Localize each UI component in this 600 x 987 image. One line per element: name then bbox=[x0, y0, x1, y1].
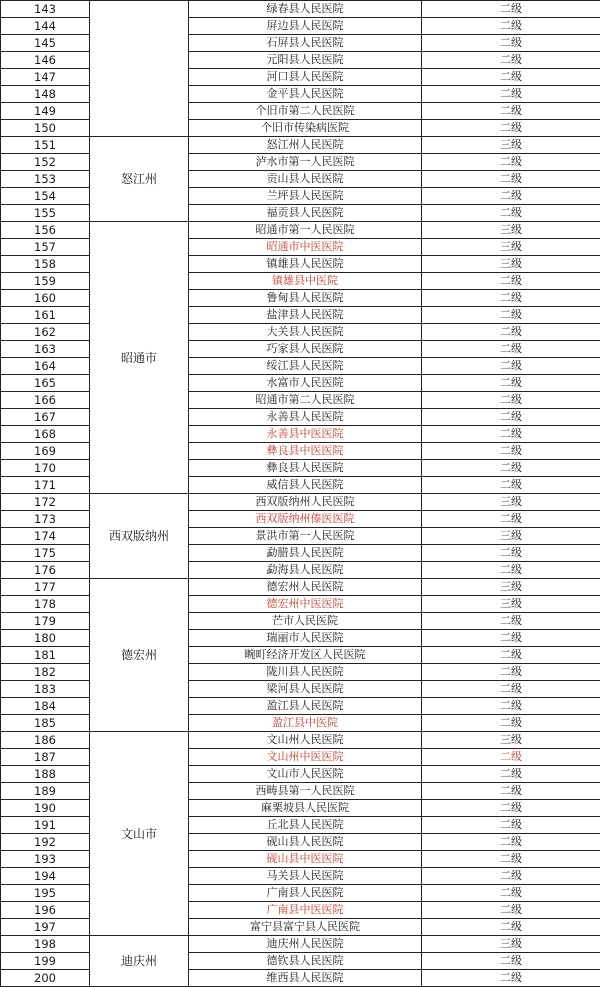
hospital-name: 河口县人民医院 bbox=[189, 69, 422, 86]
row-number: 163 bbox=[1, 341, 90, 358]
row-number: 177 bbox=[1, 579, 90, 596]
hospital-level: 二级 bbox=[422, 953, 600, 970]
hospital-name: 文山市人民医院 bbox=[189, 766, 422, 783]
hospital-level: 二级 bbox=[422, 35, 600, 52]
hospital-name: 西双版纳州人民医院 bbox=[189, 494, 422, 511]
hospital-name: 鲁甸县人民医院 bbox=[189, 290, 422, 307]
row-number: 190 bbox=[1, 800, 90, 817]
row-number: 175 bbox=[1, 545, 90, 562]
hospital-level: 二级 bbox=[422, 613, 600, 630]
row-number: 172 bbox=[1, 494, 90, 511]
hospital-name: 广南县人民医院 bbox=[189, 885, 422, 902]
hospital-level: 三级 bbox=[422, 494, 600, 511]
row-number: 170 bbox=[1, 460, 90, 477]
row-number: 199 bbox=[1, 953, 90, 970]
hospital-level: 二级 bbox=[422, 868, 600, 885]
hospital-level: 三级 bbox=[422, 137, 600, 154]
hospital-level: 二级 bbox=[422, 681, 600, 698]
hospital-level: 二级 bbox=[422, 647, 600, 664]
row-number: 153 bbox=[1, 171, 90, 188]
row-number: 156 bbox=[1, 222, 90, 239]
hospital-level: 二级 bbox=[422, 477, 600, 494]
hospital-name: 盐津县人民医院 bbox=[189, 307, 422, 324]
hospital-name: 镇雄县人民医院 bbox=[189, 256, 422, 273]
row-number: 159 bbox=[1, 273, 90, 290]
hospital-name: 昭通市中医医院 bbox=[189, 239, 422, 256]
row-number: 166 bbox=[1, 392, 90, 409]
hospital-name: 瑞丽市人民医院 bbox=[189, 630, 422, 647]
region-cell: 文山市 bbox=[90, 732, 189, 936]
hospital-name: 石屏县人民医院 bbox=[189, 35, 422, 52]
hospital-level: 二级 bbox=[422, 443, 600, 460]
hospital-level: 二级 bbox=[422, 783, 600, 800]
table-row bbox=[1, 936, 600, 953]
hospital-name: 大关县人民医院 bbox=[189, 324, 422, 341]
hospital-name: 永善县人民医院 bbox=[189, 409, 422, 426]
hospital-name: 砚山县人民医院 bbox=[189, 834, 422, 851]
hospital-name: 勐海县人民医院 bbox=[189, 562, 422, 579]
hospital-level: 二级 bbox=[422, 902, 600, 919]
hospital-name: 勐腊县人民医院 bbox=[189, 545, 422, 562]
row-number: 154 bbox=[1, 188, 90, 205]
hospital-name: 德宏州人民医院 bbox=[189, 579, 422, 596]
table-row bbox=[1, 732, 600, 749]
row-number: 149 bbox=[1, 103, 90, 120]
region-cell: 德宏州 bbox=[90, 579, 189, 732]
hospital-level: 二级 bbox=[422, 324, 600, 341]
hospital-name: 绿春县人民医院 bbox=[189, 1, 422, 18]
row-number: 184 bbox=[1, 698, 90, 715]
hospital-level: 二级 bbox=[422, 154, 600, 171]
hospital-name: 盈江县中医院 bbox=[189, 715, 422, 732]
row-number: 194 bbox=[1, 868, 90, 885]
hospital-level: 二级 bbox=[422, 171, 600, 188]
hospital-table-body bbox=[1, 1, 600, 987]
hospital-name: 贡山县人民医院 bbox=[189, 171, 422, 188]
hospital-level: 二级 bbox=[422, 273, 600, 290]
row-number: 155 bbox=[1, 205, 90, 222]
hospital-name: 兰坪县人民医院 bbox=[189, 188, 422, 205]
hospital-name: 马关县人民医院 bbox=[189, 868, 422, 885]
hospital-name: 维西县人民医院 bbox=[189, 970, 422, 987]
hospital-level: 二级 bbox=[422, 409, 600, 426]
hospital-level: 二级 bbox=[422, 103, 600, 120]
hospital-level: 二级 bbox=[422, 375, 600, 392]
hospital-level: 二级 bbox=[422, 545, 600, 562]
hospital-name: 砚山县中医医院 bbox=[189, 851, 422, 868]
hospital-level: 二级 bbox=[422, 205, 600, 222]
row-number: 162 bbox=[1, 324, 90, 341]
hospital-name: 个旧市第二人民医院 bbox=[189, 103, 422, 120]
hospital-level: 三级 bbox=[422, 222, 600, 239]
hospital-level: 三级 bbox=[422, 579, 600, 596]
row-number: 200 bbox=[1, 970, 90, 987]
region-cell: 怒江州 bbox=[90, 137, 189, 222]
hospital-level: 二级 bbox=[422, 970, 600, 987]
hospital-name: 彝良县中医医院 bbox=[189, 443, 422, 460]
hospital-level: 三级 bbox=[422, 936, 600, 953]
row-number: 158 bbox=[1, 256, 90, 273]
row-number: 195 bbox=[1, 885, 90, 902]
row-number: 152 bbox=[1, 154, 90, 171]
hospital-name: 永善县中医医院 bbox=[189, 426, 422, 443]
hospital-level: 三级 bbox=[422, 239, 600, 256]
hospital-name: 麻栗坡县人民医院 bbox=[189, 800, 422, 817]
hospital-name: 屏边县人民医院 bbox=[189, 18, 422, 35]
row-number: 186 bbox=[1, 732, 90, 749]
hospital-level: 二级 bbox=[422, 800, 600, 817]
hospital-name: 德宏州中医医院 bbox=[189, 596, 422, 613]
hospital-name: 怒江州人民医院 bbox=[189, 137, 422, 154]
hospital-level: 二级 bbox=[422, 86, 600, 103]
row-number: 182 bbox=[1, 664, 90, 681]
hospital-name: 景洪市第一人民医院 bbox=[189, 528, 422, 545]
table-row bbox=[1, 222, 600, 239]
row-number: 185 bbox=[1, 715, 90, 732]
hospital-name: 金平县人民医院 bbox=[189, 86, 422, 103]
hospital-level: 二级 bbox=[422, 834, 600, 851]
hospital-level: 二级 bbox=[422, 562, 600, 579]
row-number: 188 bbox=[1, 766, 90, 783]
hospital-level: 三级 bbox=[422, 256, 600, 273]
hospital-name: 昭通市第一人民医院 bbox=[189, 222, 422, 239]
region-cell: 迪庆州 bbox=[90, 936, 189, 987]
hospital-level: 二级 bbox=[422, 851, 600, 868]
hospital-level: 二级 bbox=[422, 698, 600, 715]
row-number: 181 bbox=[1, 647, 90, 664]
hospital-name: 文山州人民医院 bbox=[189, 732, 422, 749]
hospital-name: 广南县中医医院 bbox=[189, 902, 422, 919]
hospital-level: 二级 bbox=[422, 52, 600, 69]
row-number: 164 bbox=[1, 358, 90, 375]
row-number: 171 bbox=[1, 477, 90, 494]
hospital-level: 二级 bbox=[422, 715, 600, 732]
hospital-level: 二级 bbox=[422, 307, 600, 324]
row-number: 179 bbox=[1, 613, 90, 630]
row-number: 178 bbox=[1, 596, 90, 613]
region-cell: 昭通市 bbox=[90, 222, 189, 494]
region-cell bbox=[90, 1, 189, 137]
hospital-name: 水富市人民医院 bbox=[189, 375, 422, 392]
row-number: 192 bbox=[1, 834, 90, 851]
hospital-level: 二级 bbox=[422, 426, 600, 443]
row-number: 167 bbox=[1, 409, 90, 426]
hospital-name: 彝良县人民医院 bbox=[189, 460, 422, 477]
row-number: 145 bbox=[1, 35, 90, 52]
row-number: 197 bbox=[1, 919, 90, 936]
row-number: 191 bbox=[1, 817, 90, 834]
hospital-name: 陇川县人民医院 bbox=[189, 664, 422, 681]
hospital-name: 富宁县富宁县人民医院 bbox=[189, 919, 422, 936]
row-number: 157 bbox=[1, 239, 90, 256]
hospital-level: 二级 bbox=[422, 392, 600, 409]
table-row bbox=[1, 1, 600, 18]
row-number: 148 bbox=[1, 86, 90, 103]
hospital-level: 三级 bbox=[422, 528, 600, 545]
row-number: 169 bbox=[1, 443, 90, 460]
row-number: 173 bbox=[1, 511, 90, 528]
hospital-name: 元阳县人民医院 bbox=[189, 52, 422, 69]
hospital-level: 二级 bbox=[422, 919, 600, 936]
row-number: 160 bbox=[1, 290, 90, 307]
hospital-name: 丘北县人民医院 bbox=[189, 817, 422, 834]
hospital-level: 二级 bbox=[422, 664, 600, 681]
row-number: 174 bbox=[1, 528, 90, 545]
hospital-level: 二级 bbox=[422, 18, 600, 35]
row-number: 180 bbox=[1, 630, 90, 647]
hospital-level: 二级 bbox=[422, 341, 600, 358]
hospital-level: 二级 bbox=[422, 69, 600, 86]
hospital-name: 泸水市第一人民医院 bbox=[189, 154, 422, 171]
hospital-name: 巧家县人民医院 bbox=[189, 341, 422, 358]
hospital-name: 绥江县人民医院 bbox=[189, 358, 422, 375]
table-row bbox=[1, 137, 600, 154]
hospital-level: 二级 bbox=[422, 290, 600, 307]
hospital-name: 盈江县人民医院 bbox=[189, 698, 422, 715]
hospital-name: 芒市人民医院 bbox=[189, 613, 422, 630]
hospital-name: 梁河县人民医院 bbox=[189, 681, 422, 698]
hospital-level: 二级 bbox=[422, 885, 600, 902]
row-number: 187 bbox=[1, 749, 90, 766]
hospital-name: 畹町经济开发区人民医院 bbox=[189, 647, 422, 664]
row-number: 176 bbox=[1, 562, 90, 579]
row-number: 196 bbox=[1, 902, 90, 919]
row-number: 147 bbox=[1, 69, 90, 86]
row-number: 193 bbox=[1, 851, 90, 868]
row-number: 189 bbox=[1, 783, 90, 800]
hospital-name: 威信县人民医院 bbox=[189, 477, 422, 494]
hospital-level: 二级 bbox=[422, 120, 600, 137]
hospital-level: 二级 bbox=[422, 766, 600, 783]
hospital-level: 二级 bbox=[422, 460, 600, 477]
hospital-name: 德钦县人民医院 bbox=[189, 953, 422, 970]
hospital-level: 二级 bbox=[422, 511, 600, 528]
hospital-level: 三级 bbox=[422, 596, 600, 613]
hospital-level: 二级 bbox=[422, 630, 600, 647]
hospital-level: 二级 bbox=[422, 188, 600, 205]
hospital-level: 二级 bbox=[422, 749, 600, 766]
hospital-name: 西畴县第一人民医院 bbox=[189, 783, 422, 800]
row-number: 161 bbox=[1, 307, 90, 324]
hospital-name: 迪庆州人民医院 bbox=[189, 936, 422, 953]
row-number: 168 bbox=[1, 426, 90, 443]
hospital-level: 三级 bbox=[422, 732, 600, 749]
hospital-name: 西双版纳州傣医医院 bbox=[189, 511, 422, 528]
hospital-level: 二级 bbox=[422, 1, 600, 18]
row-number: 144 bbox=[1, 18, 90, 35]
row-number: 143 bbox=[1, 1, 90, 18]
hospital-name: 个旧市传染病医院 bbox=[189, 120, 422, 137]
row-number: 183 bbox=[1, 681, 90, 698]
row-number: 151 bbox=[1, 137, 90, 154]
table-row bbox=[1, 494, 600, 511]
row-number: 198 bbox=[1, 936, 90, 953]
hospital-name: 镇雄县中医院 bbox=[189, 273, 422, 290]
region-cell: 西双版纳州 bbox=[90, 494, 189, 579]
table-row bbox=[1, 579, 600, 596]
row-number: 150 bbox=[1, 120, 90, 137]
hospital-level: 二级 bbox=[422, 358, 600, 375]
row-number: 146 bbox=[1, 52, 90, 69]
hospital-name: 文山州中医医院 bbox=[189, 749, 422, 766]
hospital-name: 昭通市第二人民医院 bbox=[189, 392, 422, 409]
row-number: 165 bbox=[1, 375, 90, 392]
hospital-name: 福贡县人民医院 bbox=[189, 205, 422, 222]
hospital-level: 二级 bbox=[422, 817, 600, 834]
